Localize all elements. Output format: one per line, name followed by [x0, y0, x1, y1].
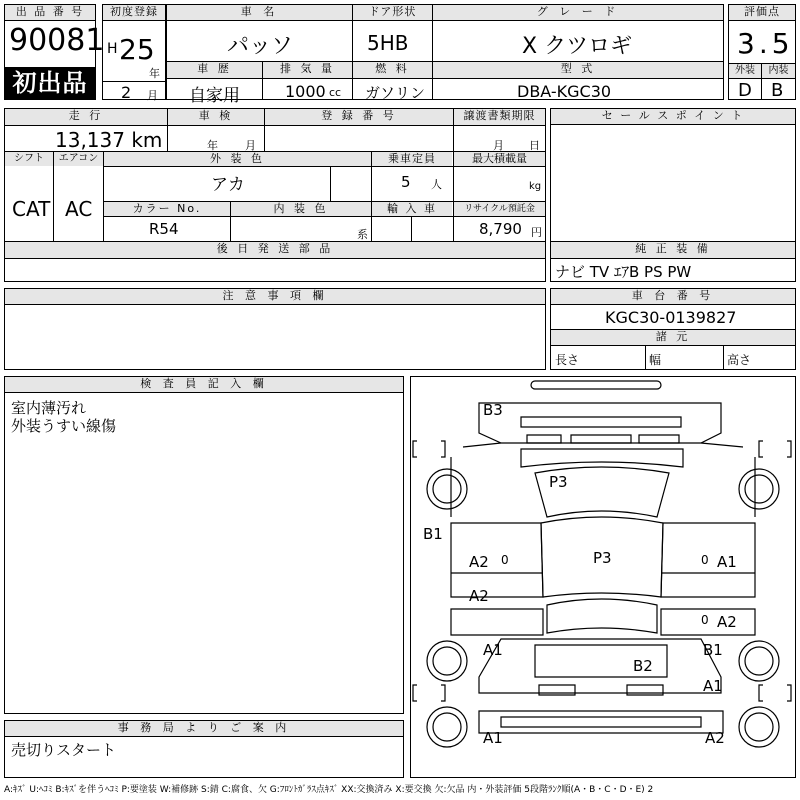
interior-grade: B — [771, 80, 784, 101]
mark-b3: B3 — [483, 401, 503, 419]
max-load-unit: kg — [529, 181, 542, 192]
inspection-month-unit: 月 — [245, 139, 256, 152]
car-name-label: 車 名 — [167, 5, 352, 21]
exterior-grade: D — [738, 80, 752, 101]
reg-month: 2 — [121, 83, 132, 102]
mark-b2: B2 — [633, 657, 653, 675]
car-diagram — [410, 376, 796, 778]
rating: 3.5 — [737, 27, 794, 60]
grade: X クツロギ — [522, 34, 633, 59]
lot-label: 出 品 番 号 — [5, 5, 95, 21]
reg-year: 25 — [119, 33, 155, 66]
office-label: 事 務 局 よ り ご 案 内 — [5, 721, 403, 737]
grade-label: グ レ ー ド — [432, 5, 723, 21]
transfer-day-unit: 日 — [529, 139, 540, 152]
mark-b1-right: B1 — [703, 641, 723, 659]
door-label: ドア形状 — [352, 5, 432, 21]
height-label: 高さ — [727, 353, 752, 367]
details-box — [4, 108, 546, 282]
year-unit: 年 — [149, 67, 160, 80]
notes-box — [4, 288, 546, 370]
displacement-unit: cc — [329, 86, 342, 99]
inspector-label: 検 査 員 記 入 欄 — [5, 377, 403, 393]
mark-zero-2: 0 — [701, 553, 709, 567]
history: 自家用 — [189, 86, 240, 106]
fuel: ガソリン — [365, 84, 426, 102]
car-info-box — [166, 4, 724, 106]
recycle-unit: 円 — [531, 226, 542, 239]
mark-a2-right: A2 — [717, 613, 737, 631]
sales-point-box — [550, 108, 796, 282]
inspector-box — [4, 376, 404, 714]
inspection-year-unit: 年 — [207, 139, 218, 152]
office-text: 売切りスタート — [11, 741, 117, 759]
inspection-label: 車 検 — [168, 109, 264, 125]
mark-a1-bottom-left: A1 — [483, 729, 503, 747]
recycle-fee: 8,790 — [479, 220, 522, 238]
ext-color: アカ — [211, 175, 245, 195]
capacity-unit: 人 — [431, 178, 442, 191]
lot-number: 90081 — [9, 23, 105, 58]
registration-label: 登 録 番 号 — [265, 109, 453, 125]
inspector-line-2: 外装うすい線傷 — [11, 417, 117, 435]
transfer-label: 譲渡書類期限 — [454, 109, 545, 125]
capacity: 5 — [401, 173, 411, 191]
mark-p3-top: P3 — [549, 473, 568, 491]
rating-box — [728, 4, 796, 100]
mark-zero-3: 0 — [701, 613, 709, 627]
mark-a2-left-1: A2 — [469, 553, 489, 571]
capacity-label: 乗車定員 — [372, 152, 452, 166]
ext-color-label: 外 装 色 — [104, 152, 371, 166]
mark-a2-bottom-right: A2 — [705, 729, 725, 747]
mark-a1-left: A1 — [483, 641, 503, 659]
int-color-label: 内 装 色 — [231, 202, 371, 216]
mileage: 13,137 km — [55, 128, 163, 152]
inspector-line-1: 室内薄汚れ — [11, 399, 87, 417]
model: DBA-KGC30 — [517, 82, 612, 101]
int-color-unit: 系 — [357, 228, 368, 241]
color-no-label: カラー No. — [104, 202, 230, 216]
mark-a1-right-2: A1 — [703, 677, 723, 695]
length-label: 長さ — [555, 353, 580, 367]
car-name: パッソ — [227, 34, 294, 59]
era: H — [107, 41, 118, 57]
first-reg-label: 初度登録 — [103, 5, 165, 21]
fuel-label: 燃 料 — [353, 62, 432, 78]
displacement: 1000 — [285, 82, 326, 101]
mark-zero-1: 0 — [501, 553, 509, 567]
equipment-label: 純 正 装 備 — [551, 242, 795, 258]
chassis-box — [550, 288, 796, 370]
chassis-number: KGC30-0139827 — [605, 308, 737, 327]
mileage-label: 走 行 — [5, 109, 167, 125]
mark-p3-center: P3 — [593, 549, 612, 567]
mark-a1-right-1: A1 — [717, 553, 737, 571]
sales-point-label: セ ー ル ス ポ イ ン ト — [551, 109, 795, 125]
exterior-label: 外装 — [729, 64, 761, 78]
rating-label: 評価点 — [729, 5, 795, 21]
car-outline-svg — [411, 377, 795, 777]
door-type: 5HB — [367, 31, 409, 55]
mark-b1-left: B1 — [423, 525, 443, 543]
ac: AC — [65, 197, 93, 221]
history-label: 車 歴 — [167, 62, 262, 78]
displacement-label: 排 気 量 — [263, 62, 352, 78]
interior-label: 内装 — [762, 64, 795, 78]
transfer-month-unit: 月 — [493, 139, 504, 152]
max-load-label: 最大積載量 — [454, 152, 545, 166]
equipment-items: ナビ TV ｴｱB PS PW — [555, 263, 692, 281]
legend: A:ｷｽﾞ U:ﾍｺﾐ B:ｷｽﾞを伴うﾍｺﾐ P:要塗装 W:補修跡 S:錆 C:腐食、欠 G:ﾌﾛﾝﾄｶﾞﾗｽ点ｷｽﾞ XX:交換済み X:要交換 欠:欠品 内・外装評価 5段階ﾗﾝｸ順(A・B・C・D・E) 2 — [4, 785, 654, 795]
shift: CAT — [12, 197, 51, 221]
later-parts-label: 後 日 発 送 部 品 — [5, 242, 545, 258]
lot-box — [4, 4, 105, 100]
width-label: 幅 — [649, 353, 662, 367]
ac-label: エアコン — [54, 152, 103, 166]
chassis-label: 車 台 番 号 — [551, 289, 795, 305]
color-no: R54 — [149, 220, 179, 238]
import-label: 輸 入 車 — [372, 202, 452, 216]
recycle-label: リサイクル預託金 — [454, 202, 545, 216]
mark-a2-left-2: A2 — [469, 587, 489, 605]
dims-label: 諸 元 — [551, 330, 795, 345]
shift-label: シフト — [5, 152, 53, 166]
model-label: 型 式 — [433, 62, 723, 78]
first-listing-badge: 初出品 — [5, 67, 95, 99]
first-reg-box — [102, 4, 166, 100]
month-unit: 月 — [147, 89, 158, 102]
notes-label: 注 意 事 項 欄 — [5, 289, 545, 305]
office-box — [4, 720, 404, 778]
